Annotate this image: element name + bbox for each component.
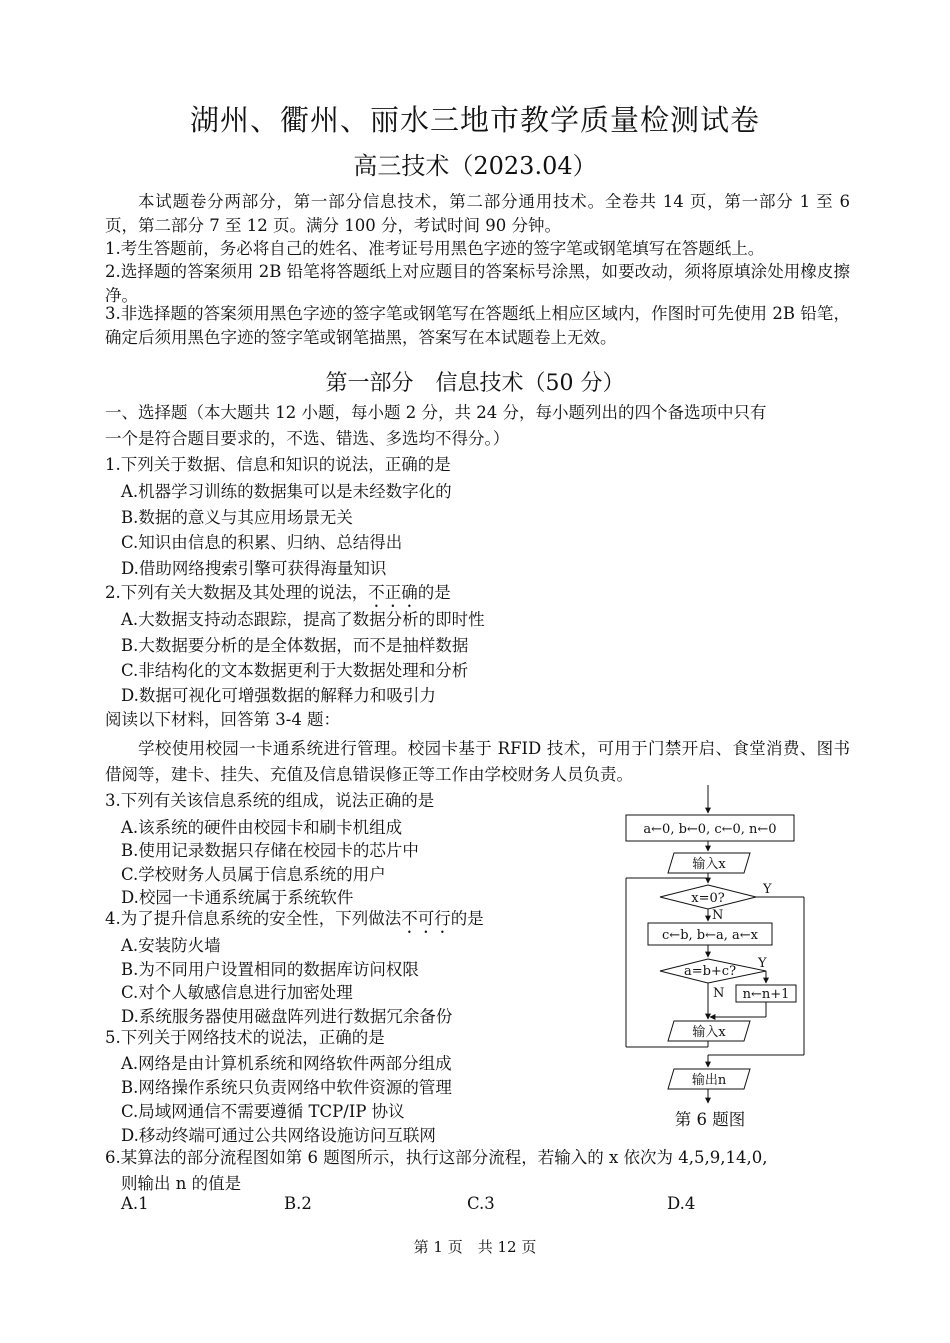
question-4-option-b: B.为不同用户设置相同的数据库访问权限 [121,960,419,979]
question-4-stem: 4.为了提升信息系统的安全性，下列做法不可行的是 [105,909,484,928]
question-6-stem-line1: 6.某算法的部分流程图如第 6 题图所示，执行这部分流程，若输入的 x 依次为 4,5,9,14,0, [105,1148,768,1167]
question-4-option-c: C.对个人敏感信息进行加密处理 [121,983,353,1002]
flowchart-cond1-text: x=0? [691,891,725,906]
flowchart-input2-text: 输入x [692,1025,726,1040]
question-1-option-b: B.数据的意义与其应用场景无关 [121,508,353,527]
question-3-option-c: C.学校财务人员属于信息系统的用户 [121,865,386,884]
question-3-option-b: B.使用记录数据只存储在校园卡的芯片中 [121,841,419,860]
flowchart-no-label: N [712,908,724,923]
flowchart-cond2-text: a=b+c? [683,964,737,979]
instruction-2: 2.选择题的答案须用 2B 铅笔将答题纸上对应题目的答案标号涂黑，如要改动，须将原填涂处用橡皮擦净。 [105,262,850,305]
question-5-option-c: C.局域网通信不需要遵循 TCP/IP 协议 [121,1102,405,1121]
question-2-option-b: B.大数据要分析的是全体数据，而不是抽样数据 [121,636,469,655]
question-6-option-b: B.2 [284,1194,312,1213]
page-title: 湖州、衢州、丽水三地市教学质量检测试卷 [189,103,760,137]
question-2-option-c: C.非结构化的文本数据更利于大数据处理和分析 [121,661,469,680]
question-5-option-a: A.网络是由计算机系统和网络软件两部分组成 [121,1054,452,1073]
flowchart-yes-label: Y [758,956,767,971]
question-2-option-d: D.数据可视化可增强数据的解释力和吸引力 [121,686,436,705]
instruction-3: 3.非选择题的答案须用黑色字迹的签字笔或钢笔写在答题纸上相应区域内，作图时可先使用 2B 铅笔，确定后须用黑色字迹的签字笔或钢笔描黑，答案写在本试题卷上无效。 [105,304,850,347]
section-heading-line2: 一个是符合题目要求的，不选、错选、多选均不得分。） [105,429,510,448]
section-heading-line1: 一、选择题（本大题共 12 小题，每小题 2 分，共 24 分，每小题列出的四个备选项中只有 [105,403,767,422]
question-5-option-d: D.移动终端可通过公共网络设施访问互联网 [121,1126,436,1145]
flowchart-no-label: N [713,986,725,1001]
question-6-stem-line2: 则输出 n 的值是 [121,1174,242,1193]
question-1-stem: 1.下列关于数据、信息和知识的说法，正确的是 [105,455,451,474]
material-lead: 阅读以下材料，回答第 3-4 题： [105,710,341,729]
question-3-option-a: A.该系统的硬件由校园卡和刷卡机组成 [121,818,403,837]
flowchart-caption: 第 6 题图 [674,1110,746,1129]
instruction-1: 1.考生答题前，务必将自己的姓名、准考证号用黑色字迹的签字笔或钢笔填写在答题纸上。 [105,239,765,258]
question-1-option-a: A.机器学习训练的数据集可以是未经数字化的 [121,482,452,501]
question-3-option-d: D.校园一卡通系统属于系统软件 [121,888,354,907]
question-2-stem: 2.下列有关大数据及其处理的说法，不正确的是 [105,583,451,602]
question-2-option-a: A.大数据支持动态跟踪，提高了数据分析的即时性 [121,610,485,629]
emphasis-text: 不可行 [401,909,451,928]
flowchart-input1-text: 输入x [692,857,726,872]
question-4-option-d: D.系统服务器使用磁盘阵列进行数据冗余备份 [121,1007,453,1026]
question-6-option-c: C.3 [467,1194,495,1213]
question-6-option-a: A.1 [121,1194,149,1213]
flowchart-figure [620,785,810,1105]
flowchart-output-text: 输出n [691,1073,727,1088]
flowchart-init-text: a←0, b←0, c←0, n←0 [643,822,777,837]
question-1-option-c: C.知识由信息的积累、归纳、总结得出 [121,533,403,552]
page-subtitle: 高三技术（2023.04） [353,152,597,180]
material-text: 学校使用校园一卡通系统进行管理。校园卡基于 RFID 技术，可用于门禁开启、食堂消费、图书借阅等，建卡、挂失、充值及信息错误修正等工作由学校财务人员负责。 [105,739,850,784]
flowchart-assign-text: c←b, b←a, a←x [662,928,758,943]
question-5-option-b: B.网络操作系统只负责网络中软件资源的管理 [121,1078,452,1097]
intro-paragraph: 本试题卷分两部分，第一部分信息技术，第二部分通用技术。全卷共 14 页，第一部分 1 至 6 页，第二部分 7 至 12 页。满分 100 分，考试时间 90 分钟。 [105,192,850,235]
emphasis-text: 不正确 [368,583,418,602]
question-4-option-a: A.安装防火墙 [121,936,221,955]
flowchart-yes-label: Y [763,882,772,897]
flowchart-incr-text: n←n+1 [742,987,790,1002]
part-title: 第一部分 信息技术（50 分） [325,371,625,396]
page-footer: 第 1 页 共 12 页 [413,1238,537,1256]
question-5-stem: 5.下列关于网络技术的说法，正确的是 [105,1028,385,1047]
question-1-option-d: D.借助网络搜索引擎可获得海量知识 [121,559,387,578]
question-3-stem: 3.下列有关该信息系统的组成，说法正确的是 [105,791,435,810]
question-6-option-d: D.4 [667,1194,696,1213]
